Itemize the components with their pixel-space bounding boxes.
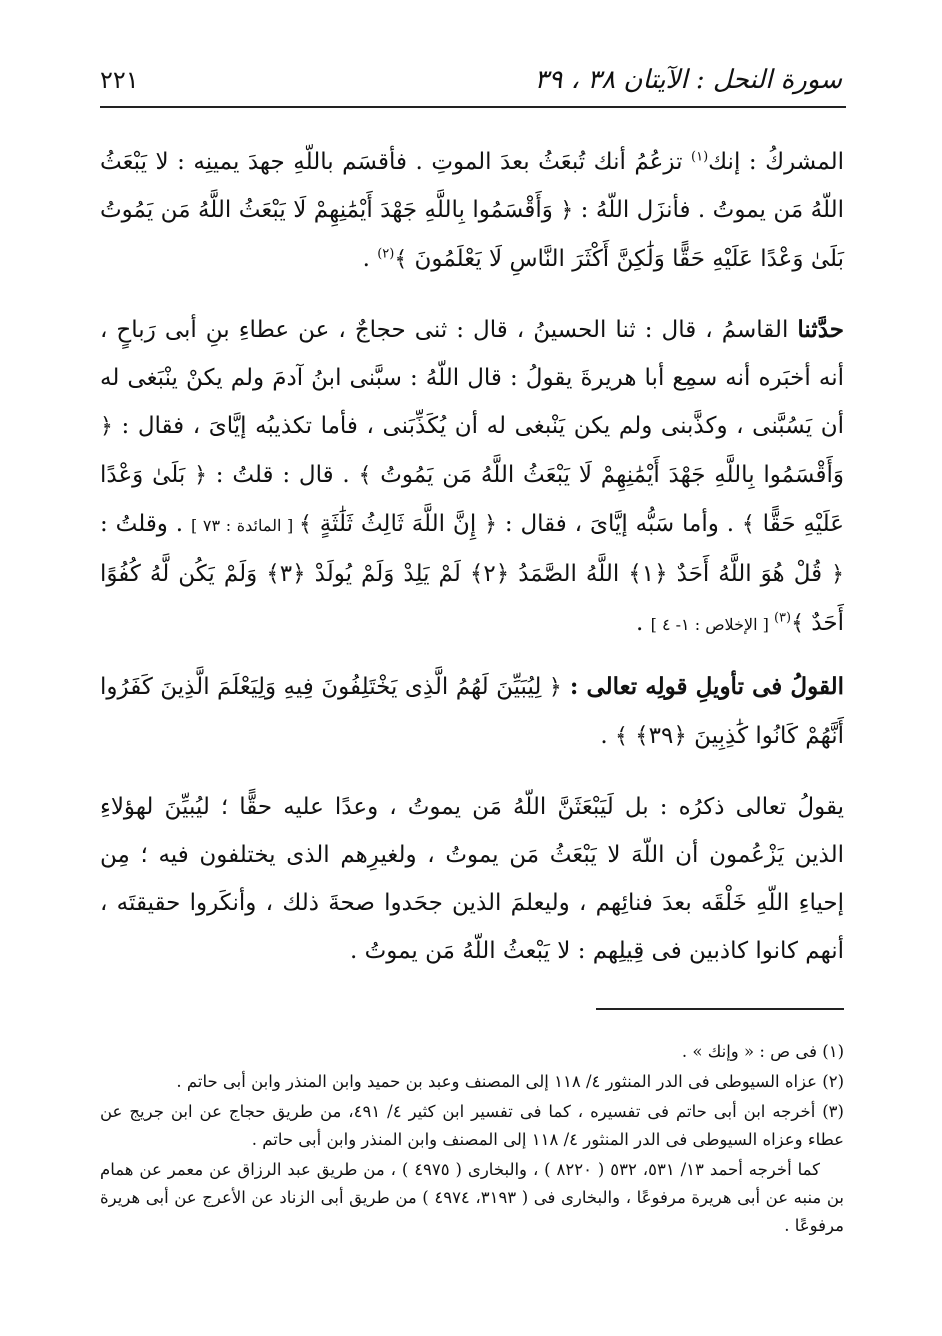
footnote-3-continued: كما أخرجه أحمد ١٣/ ٥٣١، ٥٣٢ ( ٨٢٢٠ ) ، والبخارى ( ٤٩٧٥ ) ، من طريق عبد الرزاق عن معمر عن همام بن منبه عن أبى هريرة مرفوعًا ، والبخارى فى ( ٣١٩٣، ٤٩٧٤ ) من طريق أبى الزناد عن الأعرج عن أبى هريرة مرفوعًا . — [100, 1160, 845, 1235]
header-rule — [100, 106, 846, 108]
quran-bracket-close: ﴾ — [614, 724, 628, 749]
quran-verse: إِنَّ اللَّهَ ثَالِثُ ثَلَٰثَةٍ — [311, 511, 485, 537]
footnote-3: (٣) أخرجه ابن أبى حاتم فى تفسيره ، كما فى تفسير ابن كثير ٤/ ٤٩١، من طريق حجاج عن ابن جريج عن عطاء وعزاه السيوطى فى الدر المنثور ٤/ ١١٨ إلى المصنف وابن المنذر وابن أبى حاتم . — [100, 1102, 844, 1149]
quran-bracket-close: ﴾ — [741, 512, 755, 537]
text: تزعُمُ أنك تُبعَثُ بعدَ الموتِ . فأقسَم باللّهِ جهدَ يمينِه : لا يَبْعَثُ اللّهُ مَن يموتُ . فأنزَل اللّهُ : — [100, 149, 844, 223]
quran-verse: قُلْ هُوَ اللَّهُ أَحَدٌ ﴿١﴾ اللَّهُ الصَّمَدُ ﴿٢﴾ لَمْ يَلِدْ وَلَمْ يُولَدْ ﴿٣﴾ وَلَمْ يَكُن لَّهُ كُفُوًا أَحَدٌ — [100, 561, 844, 636]
quran-bracket-open: ﴿ — [194, 463, 207, 488]
text: المشركُ : إنك — [708, 149, 844, 175]
paragraph-1 — [100, 138, 844, 284]
quran-bracket-open: ﴿ — [560, 198, 574, 223]
paragraph-2 — [100, 306, 844, 649]
text: . — [636, 610, 651, 636]
quran-bracket-close: ﴾ — [791, 611, 804, 636]
quran-bracket-open: ﴿ — [484, 512, 497, 537]
quran-bracket-close: ﴾ — [394, 247, 408, 272]
paragraph-3-heading — [100, 663, 844, 761]
footnote-1: (١) فى ص : « وإنك » . — [681, 1042, 844, 1061]
quran-bracket-open: ﴿ — [100, 414, 113, 439]
page-number: ٢٢١ — [100, 66, 139, 94]
text: . — [362, 246, 378, 272]
verse-reference: [ الإخلاص : ١- ٤ ] — [650, 615, 774, 634]
quran-verse: وَأَقْسَمُوا بِاللَّهِ جَهْدَ أَيْمَٰنِهِمْ لَا يَبْعَثُ اللَّهُ مَن يَمُوتُ — [371, 462, 844, 488]
footnotes — [100, 1038, 844, 1242]
hadith-lead: حدَّثنا — [797, 316, 844, 343]
main-text — [100, 138, 844, 997]
quran-verse: بَلَىٰ وَعْدًا عَلَيْهِ حَقًّا — [100, 462, 845, 537]
quran-bracket-close: ﴾ — [298, 512, 312, 537]
footnote-marker-3: (٣) — [773, 610, 792, 626]
text: . قال : قلتُ : — [206, 462, 359, 488]
text: . — [600, 723, 615, 749]
quran-verse: لِيُبَيِّنَ لَهُمُ الَّذِى يَخْتَلِفُونَ فِيهِ وَلِيَعْلَمَ الَّذِينَ كَفَرُوا أَنَّهُمْ كَانُوا كَٰذِبِينَ ﴿٣٩﴾ — [100, 674, 844, 749]
text: القاسمُ ، قال : ثنا الحسينُ ، قال : ثنى حجاجٌ ، عن عطاءِ بنِ أبى رَباحٍ ، أنه أخبَره أنه سمِع أبا هريرةَ يقولُ : قال اللّهُ : سبَّنى ابنُ آدمَ ولم يكنْ ينْبَغى له أن يَسُبَّنى ، وكذَّبنى ولم يكن يَنْبغى له أن يُكَذِّبَنى ، فأما تكذيبُه إيَّاىَ ، فقال : — [100, 317, 844, 439]
quran-bracket-open: ﴿ — [831, 562, 845, 587]
footnote-rule — [596, 1008, 844, 1010]
running-title: سورة النحل : الآيتان ٣٨ ، ٣٩ — [534, 65, 842, 95]
footnote-marker-2: (٢) — [377, 246, 395, 262]
footnote-2: (٢) عزاه السيوطى فى الدر المنثور ٤/ ١١٨ إلى المصنف وعبد بن حميد وابن المنذر وابن أبى حاتم . — [176, 1072, 844, 1091]
paragraph-4: يقولُ تعالى ذكرُه : بل لَيَبْعَثَنَّ اللّهُ مَن يموتُ ، وعدًا عليه حقًّا ؛ ليُبيِّنَ لهؤلاءِ الذين يَزْعُمون أن اللّهَ لا يَبْعَثُ مَن يموتُ ، ولغيرِهم الذى يختلفون فيه ؛ مِن إحياءِ اللّهِ خَلْقَه بعدَ فنائِهم ، وليعلمَ الذين جحَدوا صحةَ ذلك ، وأنكَروا حقيقتَه ، أنهم كانوا كاذبين فى قِيلِهم : لا يَبْعثُ اللّهُ مَن يموتُ . — [100, 794, 844, 964]
quran-bracket-open: ﴿ — [548, 675, 562, 700]
page-header — [100, 58, 842, 102]
footnote-marker-1: (١) — [691, 149, 709, 165]
text: . وأما سَبُّه إيَّاىَ ، فقال : — [496, 511, 742, 537]
text: . وقلتُ : — [100, 511, 191, 537]
section-lead: القولُ فى تأويلِ قولِه تعالى : — [561, 673, 845, 700]
quran-bracket-close: ﴾ — [358, 463, 372, 488]
quran-verse: وَأَقْسَمُوا بِاللَّهِ جَهْدَ أَيْمَٰنِهِمْ لَا يَبْعَثُ اللَّهُ مَن يَمُوتُ بَلَىٰ وَعْدًا عَلَيْهِ حَقًّا وَلَٰكِنَّ أَكْثَرَ النَّاسِ لَا يَعْلَمُونَ — [100, 197, 844, 272]
verse-reference: [ المائدة : ٧٣ ] — [190, 516, 299, 535]
